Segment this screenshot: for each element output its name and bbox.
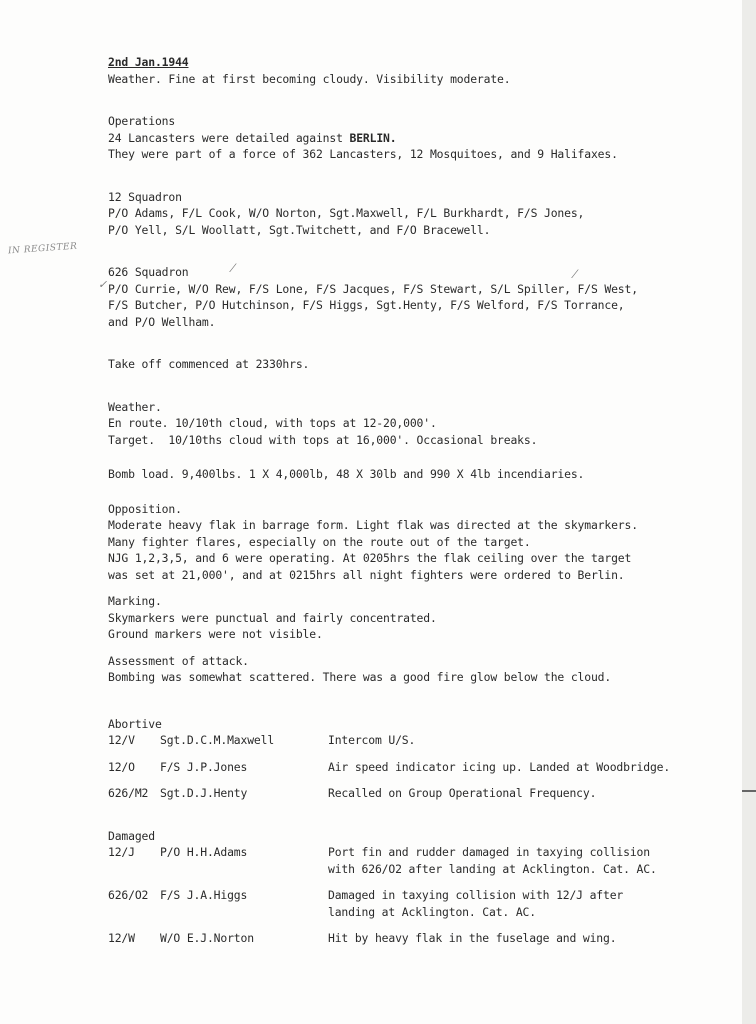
entry-date: 2nd Jan.1944 bbox=[108, 55, 189, 69]
weather-heading: Weather. bbox=[108, 399, 162, 414]
operations-prefix: 24 Lancasters were detailed against bbox=[108, 130, 350, 145]
marking-line: Ground markers were not visible. bbox=[108, 627, 323, 641]
abort-reason: Air speed indicator icing up. Landed at Woodbridge. bbox=[328, 759, 671, 774]
abort-reason: Recalled on Group Operational Frequency. bbox=[328, 786, 597, 800]
pilot-name: Sgt.D.J.Henty bbox=[160, 786, 248, 800]
weather-target: Target. 10/10ths cloud with tops at 16,000'. Occasional breaks. bbox=[108, 432, 538, 447]
pilot-name: P/O H.H.Adams bbox=[160, 845, 248, 859]
abortive-row bbox=[108, 759, 723, 776]
pilot-name: Sgt.D.C.M.Maxwell bbox=[160, 733, 275, 747]
pilot-name: W/O E.J.Norton bbox=[160, 931, 254, 945]
damage-line: Damaged in taxying collision with 12/J after bbox=[328, 888, 624, 902]
opposition-line: was set at 21,000', and at 0215hrs all night fighters were ordered to Berlin. bbox=[108, 567, 625, 582]
damage-description bbox=[328, 844, 723, 877]
damage-line: landing at Acklington. Cat. AC. bbox=[328, 904, 536, 919]
pilot-name: F/S J.A.Higgs bbox=[160, 888, 248, 902]
operations-line-2: They were part of a force of 362 Lancasters, 12 Mosquitoes, and 9 Halifaxes. bbox=[108, 147, 618, 161]
damage-line: with 626/O2 after landing at Acklington. Cat. AC. bbox=[328, 861, 657, 876]
squadron-12-heading: 12 Squadron bbox=[108, 189, 182, 204]
damage-description bbox=[328, 887, 723, 920]
tick-mark: ✓ bbox=[98, 278, 108, 291]
operations-line-1 bbox=[108, 130, 723, 147]
marking-heading: Marking. bbox=[108, 594, 162, 608]
aircraft-code: 12/W bbox=[108, 931, 135, 945]
marking-line: Skymarkers were punctual and fairly concentrated. bbox=[108, 610, 437, 625]
aircraft-code: 12/J bbox=[108, 845, 135, 859]
opposition-line: NJG 1,2,3,5, and 6 were operating. At 0205hrs the flak ceiling over the target bbox=[108, 551, 632, 565]
operation-target: BERLIN. bbox=[349, 130, 397, 145]
weather-enroute: En route. 10/10th cloud, with tops at 12-20,000'. bbox=[108, 416, 437, 430]
abortive-row bbox=[108, 732, 723, 749]
bomb-load: Bomb load. 9,400lbs. 1 X 4,000lb, 48 X 30lb and 990 X 4lb incendiaries. bbox=[108, 467, 585, 481]
damaged-row bbox=[108, 887, 723, 920]
assessment-line: Bombing was somewhat scattered. There was a good fire glow below the cloud. bbox=[108, 670, 612, 684]
margin-note: IN REGISTER bbox=[7, 241, 78, 257]
operations-heading: Operations bbox=[108, 114, 176, 128]
damaged-row bbox=[108, 930, 723, 947]
scan-mark bbox=[742, 790, 756, 792]
damage-line: Port fin and rudder damaged in taxying collision bbox=[328, 845, 650, 859]
damage-description: Hit by heavy flak in the fuselage and wing. bbox=[328, 931, 617, 945]
aircraft-code: 12/O bbox=[108, 759, 135, 774]
squadron-12-crew-line: P/O Adams, F/L Cook, W/O Norton, Sgt.Maxwell, F/L Burkhardt, F/S Jones, bbox=[108, 206, 585, 220]
aircraft-code: 626/O2 bbox=[108, 888, 149, 902]
abortive-row bbox=[108, 785, 723, 802]
squadron-626-crew-line: F/S Butcher, P/O Hutchinson, F/S Higgs, Sgt.Henty, F/S Welford, F/S Torrance, bbox=[108, 298, 625, 312]
aircraft-code: 12/V bbox=[108, 733, 135, 747]
damaged-heading: Damaged bbox=[108, 828, 155, 843]
opposition-heading: Opposition. bbox=[108, 501, 182, 516]
damaged-row bbox=[108, 844, 723, 877]
assessment-heading: Assessment of attack. bbox=[108, 653, 249, 668]
squadron-626-crew-line: and P/O Wellham. bbox=[108, 314, 216, 329]
opposition-line: Many fighter flares, especially on the route out of the target. bbox=[108, 534, 531, 549]
squadron-12-crew-line: P/O Yell, S/L Woollatt, Sgt.Twitchett, and F/O Bracewell. bbox=[108, 222, 491, 237]
general-weather: Weather. Fine at first becoming cloudy. Visibility moderate. bbox=[108, 71, 511, 86]
pilot-name: F/S J.P.Jones bbox=[160, 759, 248, 774]
page-edge bbox=[742, 0, 756, 1024]
squadron-626-heading: 626 Squadron bbox=[108, 265, 189, 279]
abortive-heading: Abortive bbox=[108, 716, 162, 731]
takeoff-time: Take off commenced at 2330hrs. bbox=[108, 357, 310, 371]
opposition-line: Moderate heavy flak in barrage form. Light flak was directed at the skymarkers. bbox=[108, 518, 638, 532]
abort-reason: Intercom U/S. bbox=[328, 733, 416, 747]
aircraft-code: 626/M2 bbox=[108, 786, 149, 800]
squadron-626-crew-line: P/O Currie, W/O Rew, F/S Lone, F/S Jacques, F/S Stewart, S/L Spiller, F/S West, bbox=[108, 281, 638, 296]
tick-mark: ⁄ bbox=[574, 268, 576, 281]
record-content bbox=[108, 54, 723, 947]
tick-mark: ⁄ bbox=[232, 262, 234, 275]
